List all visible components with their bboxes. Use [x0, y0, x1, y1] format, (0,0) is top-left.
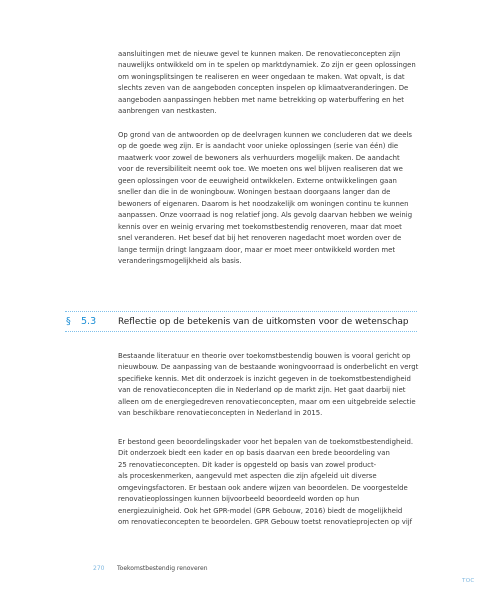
section-divider-top [65, 311, 417, 312]
toc-link[interactable]: TOC [462, 578, 475, 584]
text-line: lange termijn dringt langzaam door, maar er moet meer ontwikkeld worden met [118, 245, 396, 254]
text-line: alleen om de energiegedreven renovatieconcepten, maar om een uitgebreide selectie [118, 397, 416, 406]
body-paragraph-3 [118, 351, 418, 420]
text-line: Bestaande literatuur en theorie over toekomstbestendig bouwen is vooral gericht op [118, 352, 411, 360]
text-line: sneller dan die in de woningbouw. Woningen bestaan doorgaans langer dan de [118, 188, 391, 197]
section-number: 5.3 [81, 316, 97, 327]
text-line: omgevingsfactoren. Er bestaan ook andere wijzen van beoordelen. De voorgestelde [118, 483, 408, 492]
text-line: Op grond van de antwoorden op de deelvragen kunnen we concluderen dat we deels [118, 131, 412, 139]
text-line: aanbrengen van nestkasten. [118, 107, 217, 116]
text-line: Er bestond geen beoordelingskader voor het bepalen van de toekomstbestendigheid. [118, 438, 414, 446]
text-line: om woningsplitsingen te realiseren en weer ongedaan te maken. Wat opvalt, is dat [118, 72, 405, 81]
text-line: nauwelijks ontwikkeld om in te spelen op marktdynamiek. Zo zijn er geen oplossingen [118, 61, 416, 70]
running-title: Toekomstbestendig renoveren [117, 565, 208, 572]
text-line: energiezuinigheid. Ook het GPR-model (GPR Gebouw, 2016) biedt de mogelijkheid [118, 506, 403, 515]
body-paragraph-4 [118, 437, 418, 529]
body-paragraph-2 [118, 130, 418, 267]
text-line: aangeboden aanpassingen hebben met name betrekking op waterbuffering en het [118, 95, 404, 104]
section-divider-bottom [65, 331, 417, 332]
text-line: van de renovatieconcepten die in Nederland op de markt zijn. Het gaat daarbij niet [118, 386, 406, 395]
text-line: specifieke kennis. Met dit onderzoek is inzicht gegeven in de toekomstbestendigheid [118, 374, 411, 383]
text-line: nieuwbouw. De aanpassing van de bestaande woningvoorraad is onderbelicht en vergt [118, 363, 419, 372]
text-line: veranderingsmogelijkheid als basis. [118, 256, 242, 265]
text-line: op de goede weg zijn. Er is aandacht voor unieke oplossingen (serie van één) die [118, 142, 399, 151]
section-symbol: § [66, 316, 71, 327]
text-line: maatwerk voor zowel de bewoners als verhuurders mogelijk maken. De aandacht [118, 153, 400, 162]
text-line: snel veranderen. Het besef dat bij het renoveren nagedacht moet worden over de [118, 234, 402, 243]
text-line: als proceskenmerken, aangevuld met aspecten die zijn afgeleid uit diverse [118, 472, 377, 481]
page-number: 270 [93, 565, 105, 572]
text-line: aansluitingen met de nieuwe gevel te kunnen maken. De renovatieconcepten zijn [118, 50, 401, 58]
text-line: om renovatieconcepten te beoordelen. GPR Gebouw toetst renovatieprojecten op vijf [118, 518, 413, 527]
text-line: Dit onderzoek biedt een kader en op basis daarvan een brede beoordeling van [118, 449, 390, 458]
text-line: voor de reversibiliteit neemt ook toe. We moeten ons wel blijven realiseren dat we [118, 165, 403, 174]
section-title: Reflectie op de betekenis van de uitkomsten voor de wetenschap [118, 317, 409, 327]
text-line: bewoners of eigenaren. Daarom is het noodzakelijk om woningen continu te kunnen [118, 199, 409, 208]
text-line: aanpassen. Onze voorraad is nog relatief jong. Als gevolg daarvan hebben we weinig [118, 211, 413, 220]
text-line: van beschikbare renovatieconcepten in Nederland in 2015. [118, 409, 323, 418]
text-line: slechts zeven van de aangeboden concepten inspelen op klimaatveranderingen. De [118, 84, 409, 93]
text-line: geen oplossingen voor de eeuwigheid ontwikkelen. Externe ontwikkelingen gaan [118, 176, 397, 185]
text-line: renovatieoplossingen kunnen bijvoorbeeld beoordeeld worden op hun [118, 495, 360, 504]
body-paragraph-1 [118, 49, 418, 118]
text-line: kennis over en weinig ervaring met toekomstbestendig renoveren, maar dat moet [118, 222, 402, 231]
text-line: 25 renovatieconcepten. Dit kader is opgesteld op basis van zowel product- [118, 460, 377, 469]
